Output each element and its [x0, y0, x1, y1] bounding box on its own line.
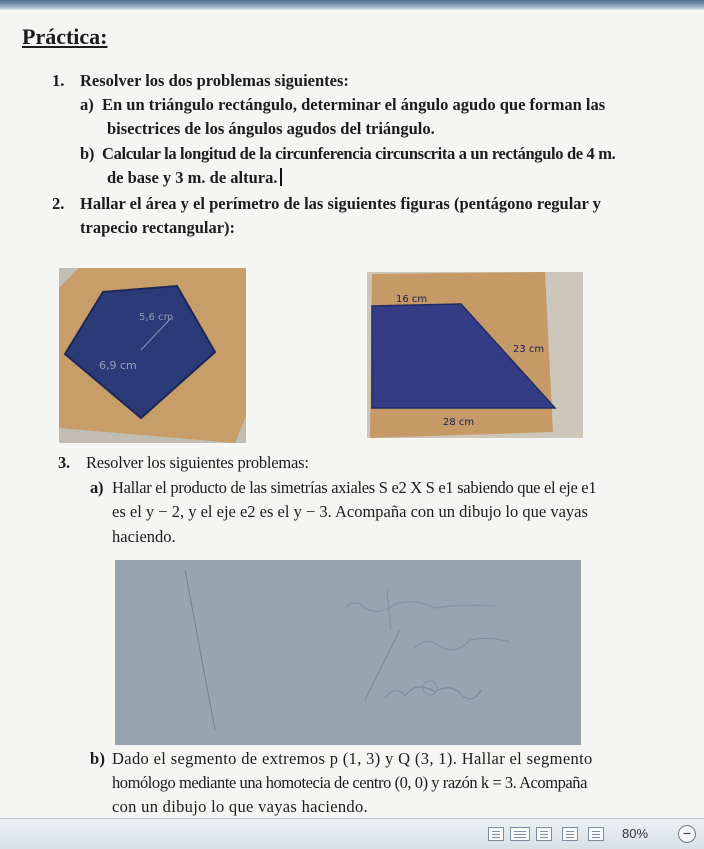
window-top-bar [0, 0, 704, 10]
pentagon-side-label: 6,9 cm [99, 359, 137, 372]
full-screen-reading-view-icon[interactable] [510, 827, 530, 841]
q3b-label: b) [90, 749, 106, 768]
q1b-line2 [107, 167, 282, 189]
web-layout-view-icon[interactable] [536, 827, 552, 841]
trapezoid-slant-label: 23 cm [513, 344, 545, 355]
q3a-label: a) [90, 478, 104, 497]
q2-number: 2. [52, 194, 65, 213]
pentagon-apothem-label: 5,6 cm [139, 312, 174, 323]
q3-number: 3. [58, 453, 70, 472]
zoom-level[interactable]: 80% [622, 826, 649, 841]
q3a-line1 [90, 477, 596, 499]
outline-view-icon[interactable] [562, 827, 578, 841]
q1b-line1 [80, 143, 615, 165]
trapezoid-photo[interactable] [367, 272, 583, 438]
status-bar [0, 818, 704, 849]
q1a-label: a) [80, 95, 94, 114]
q3-heading [58, 452, 309, 474]
q3b-line3: con un dibujo lo que vayas haciendo. [112, 797, 368, 816]
q1a-text-1: En un triángulo rectángulo, determinar el ángulo agudo que forman las [102, 95, 606, 114]
page-title: Práctica: [22, 24, 108, 49]
draft-view-icon[interactable] [588, 827, 604, 841]
q3a-text-1: Hallar el producto de las simetrías axiales S e2 X S e1 sabiendo que el eje e1 [112, 478, 597, 497]
print-layout-view-icon[interactable] [488, 827, 504, 841]
text-cursor [280, 168, 282, 186]
q1b-label: b) [80, 144, 94, 163]
q1-number: 1. [52, 71, 65, 90]
pentagon-photo[interactable] [59, 268, 246, 443]
q3a-line3: haciendo. [112, 527, 176, 546]
q3b-line2: homólogo mediante una homotecia de centro (0, 0) y razón k = 3. Acompaña [112, 773, 587, 792]
q1-heading [52, 70, 349, 92]
document-page [0, 10, 704, 818]
q1b-text-1: Calcular la longitud de la circunferencia circunscrita a un rectángulo de 4 m. [102, 144, 616, 163]
pentagon-figure [59, 268, 246, 443]
q1b-text-2: de base y 3 m. de altura. [107, 168, 278, 187]
zoom-out-button[interactable]: − [678, 825, 696, 843]
q2-line1 [52, 193, 601, 215]
q1a-line1 [80, 94, 605, 116]
q3b-text-1: Dado el segmento de extremos p (1, 3) y Q (3, 1). Hallar el segmento [112, 749, 593, 768]
sketch-drawing [115, 560, 581, 745]
trapezoid-figure [367, 272, 583, 438]
q3b-line1 [90, 748, 593, 770]
q1-text: Resolver los dos problemas siguientes: [80, 71, 349, 90]
handwritten-sketch-photo[interactable] [115, 560, 581, 745]
q3-text: Resolver los siguientes problemas: [86, 453, 309, 472]
trapezoid-top-label: 16 cm [396, 294, 428, 305]
q2-line2: trapecio rectangular): [80, 218, 236, 237]
q2-text-1: Hallar el área y el perímetro de las siguientes figuras (pentágono regular y [80, 194, 601, 213]
q3a-line2: es el y − 2, y el eje e2 es el y − 3. Acompaña con un dibujo lo que vayas [112, 502, 588, 521]
q1a-line2: bisectrices de los ángulos agudos del triángulo. [107, 119, 435, 138]
trapezoid-bottom-label: 28 cm [443, 417, 475, 428]
